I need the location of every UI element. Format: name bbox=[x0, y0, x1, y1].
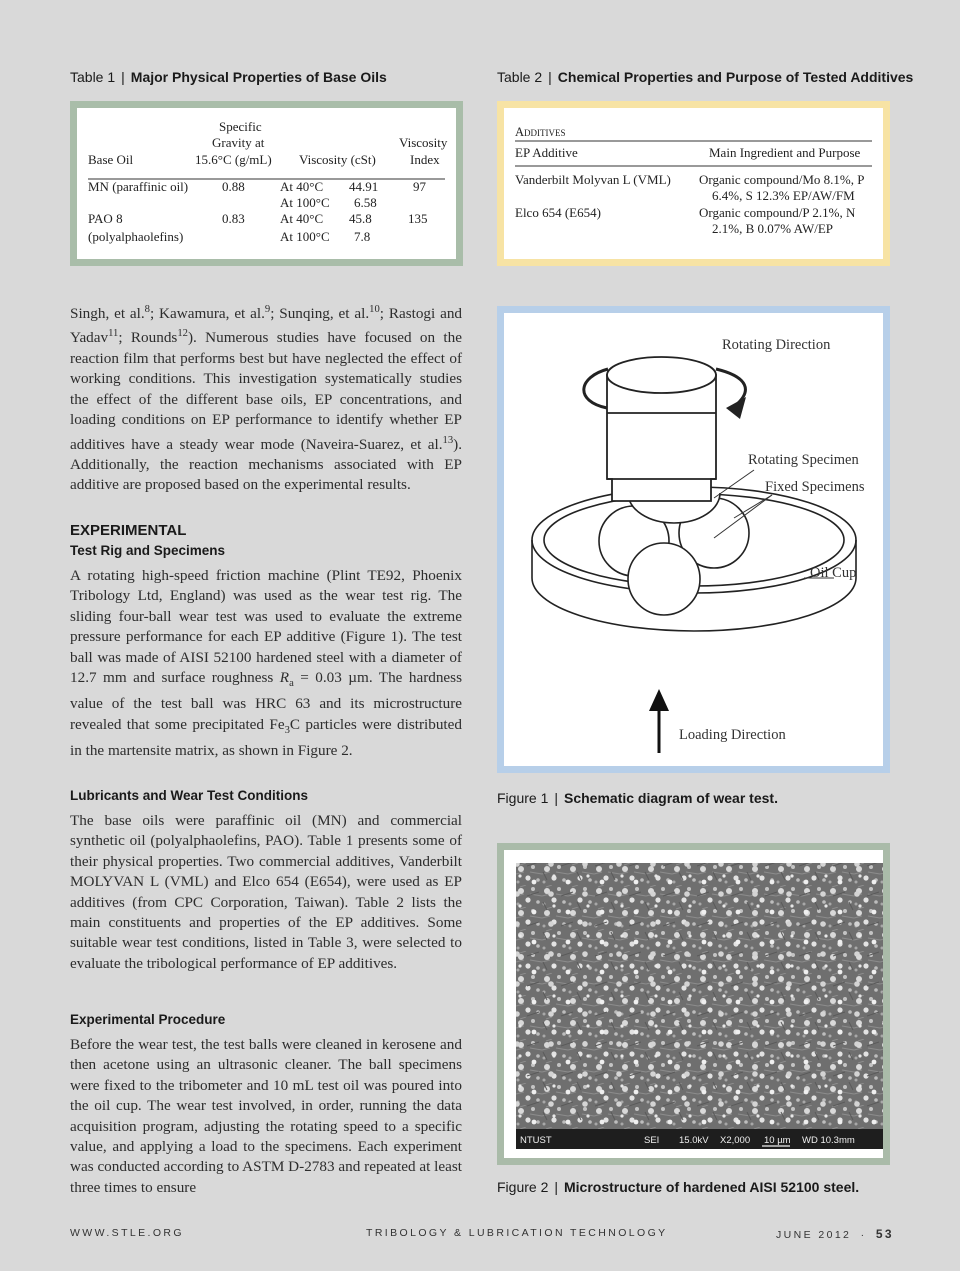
figure2-number: Figure 2 bbox=[497, 1179, 549, 1195]
table2 bbox=[504, 108, 883, 259]
intro-paragraph: Singh, et al.$^8$; Kawamura, et al.$^9$; Sunqing, et al.$^{10}$; Rastogi and Yadav$^{11}$; Rounds$^{12}$). Numerous studies have focused on the reaction film that performs best but have neglected the effect of working conditions. This investigation systematically studies the effect of the different base oils, EP concentrations, and loading conditions on EP performance to identify whether EP additives have a steady wear mode (Naveira-Suarez, et al.$^{13}$). Additionally, the reaction mechanisms associated with EP additive are proposed based on the experimental results. bbox=[70, 304, 463, 494]
figure1-frame bbox=[497, 306, 890, 773]
table1-cell: 97 bbox=[413, 179, 426, 194]
spindle-cylinder bbox=[607, 357, 716, 501]
table1-cell: PAO 8 bbox=[88, 211, 123, 226]
table1-header-sg-3: 15.6°C (g/mL) bbox=[195, 152, 272, 167]
table1-header-sg-2: Gravity at bbox=[212, 135, 265, 150]
table1-cell: 44.91 bbox=[349, 179, 379, 194]
ref-10: 10 bbox=[369, 304, 380, 315]
ref-11: 11 bbox=[108, 328, 119, 340]
table1-header-vi-1: Viscosity bbox=[399, 135, 448, 150]
ref-12: 12 bbox=[177, 328, 188, 340]
test-rig-paragraph: A rotating high-speed friction machine (Plint TE92, Phoenix Tribology Ltd, England) was used as the wear test rig. The sliding four-ball wear test was used to evaluate the extreme pressure performance for each EP additive (Figure 1). The test ball was made of AISI 52100 hardened steel with a diameter of 12.7 mm and surface roughness $R_a = 0.03$ µm. The hardness value of the test ball was HRC 63 and its microstructure revealed that some precipitated $Fe_3C$ particles were distributed in the martensite matrix, as shown in Figure 2. bbox=[70, 567, 462, 760]
table1-cell: MN (paraffinic oil) bbox=[88, 179, 189, 194]
rotation-arrowhead bbox=[726, 397, 746, 419]
sem-working-distance: WD 10.3mm bbox=[802, 1135, 855, 1146]
table2-cell: Organic compound/P 2.1%, N bbox=[699, 205, 856, 220]
table1-cell: 0.83 bbox=[222, 211, 245, 226]
figure2-caption-text: Microstructure of hardened AISI 52100 steel. bbox=[564, 1179, 860, 1195]
table2-title: Chemical Properties and Purpose of Tested Additives bbox=[557, 69, 914, 85]
figure1-caption: Figure 1 | Schematic diagram of wear test. bbox=[497, 790, 778, 806]
label-loading-direction: Loading Direction bbox=[679, 727, 786, 743]
label-rotating-specimen: Rotating Specimen bbox=[748, 452, 859, 468]
footer-journal: TRIBOLOGY & LUBRICATION TECHNOLOGY bbox=[366, 1227, 668, 1239]
label-fixed-specimens: Fixed Specimens bbox=[765, 479, 865, 495]
table1-title: Major Physical Properties of Base Oils bbox=[130, 69, 387, 85]
table1-cell: 45.8 bbox=[349, 211, 372, 226]
loading-arrow bbox=[649, 689, 669, 753]
ref-9: 9 bbox=[264, 304, 271, 315]
label-oil-cup: Oil Cup bbox=[810, 565, 857, 581]
table1-cell: 7.8 bbox=[354, 229, 371, 244]
table1-header-vi-2: Index bbox=[410, 152, 440, 167]
table2-cell: 6.4%, S 12.3% EP/AW/FM bbox=[712, 188, 855, 203]
table1-caption: Table 1 | Major Physical Properties of Base Oils bbox=[70, 69, 387, 85]
table1-header-base-oil: Base Oil bbox=[88, 152, 134, 167]
figure1-schematic bbox=[504, 313, 883, 766]
lubricants-paragraph: The base oils were paraffinic oil (MN) and commercial synthetic oil (polyalphaolefins, PAO). Table 1 presents some of their physical properties. Two commercial additives, Vanderbilt MOLYVAN L (VML) and Elco 654 (E654), were used as EP additives (from CPC Corporation, Taiwan). Table 2 lists the main constituents and properties of the EP additives. Some suitable wear test conditions, listed in Table 3, were selected to evaluate the tribological performance of EP additives. bbox=[70, 812, 462, 972]
footer-date: JUNE 2012 bbox=[776, 1229, 852, 1241]
sem-magnification: X2,000 bbox=[720, 1135, 751, 1146]
table1-cell: 0.88 bbox=[222, 179, 245, 194]
figure2-caption: Figure 2 | Microstructure of hardened AISI 52100 steel. bbox=[497, 1179, 860, 1195]
table2-cell: Vanderbilt Molyvan L (VML) bbox=[515, 172, 671, 187]
table1-number: Table 1 bbox=[70, 69, 116, 85]
figure1-caption-text: Schematic diagram of wear test. bbox=[564, 790, 778, 806]
table2-header-additive: EP Additive bbox=[515, 145, 578, 160]
footer-website[interactable]: WWW.STLE.ORG bbox=[70, 1227, 184, 1239]
table1-cell: 135 bbox=[408, 211, 428, 226]
footer-date-page bbox=[776, 1227, 894, 1241]
table2-section-label: Additives bbox=[515, 125, 566, 139]
table1 bbox=[77, 108, 456, 259]
table1-cell: At 40°C bbox=[280, 211, 324, 226]
subheading-procedure: Experimental Procedure bbox=[70, 1012, 226, 1027]
table1-cell: At 40°C bbox=[280, 179, 324, 194]
table1-box bbox=[70, 101, 463, 266]
ref-13: 13 bbox=[442, 434, 454, 446]
figure2-frame bbox=[497, 843, 890, 1165]
table2-cell: Organic compound/Mo 8.1%, P bbox=[699, 172, 865, 187]
sem-voltage: 15.0kV bbox=[679, 1135, 709, 1146]
sem-mode: SEI bbox=[644, 1135, 660, 1146]
page-number: 53 bbox=[875, 1227, 895, 1241]
table2-cell: Elco 654 (E654) bbox=[515, 205, 601, 220]
subheading-test-rig: Test Rig and Specimens bbox=[70, 543, 226, 558]
table1-header-viscosity: Viscosity (cSt) bbox=[299, 152, 376, 167]
table2-header-ingredient: Main Ingredient and Purpose bbox=[709, 145, 861, 160]
sem-micrograph bbox=[516, 863, 883, 1149]
ref-8: 8 bbox=[144, 304, 150, 315]
table2-caption: Table 2 | Chemical Properties and Purpose of Tested Additives bbox=[497, 69, 914, 85]
table1-cell: At 100°C bbox=[280, 195, 330, 210]
table2-cell: 2.1%, B 0.07% AW/EP bbox=[712, 221, 834, 236]
label-rotating-direction: Rotating Direction bbox=[722, 337, 831, 353]
figure1-number: Figure 1 bbox=[497, 790, 549, 806]
table1-cell: (polyalphaolefins) bbox=[88, 229, 184, 244]
table2-number: Table 2 bbox=[497, 69, 543, 85]
section-heading-experimental: EXPERIMENTAL bbox=[70, 522, 187, 539]
procedure-paragraph: Before the wear test, the test balls were cleaned in kerosene and then acetone using an ultrasonic cleaner. The ball specimens were fixed to the tribometer and 10 mL test oil was poured into the oil cup. The wear test involved, in order, running the data acquisition program, adjusting the rotating speed to a specific value, and applying a load to the specimens. Each experiment was conducted according to ASTM D-2783 and repeated at least three times to ensure bbox=[70, 1036, 462, 1196]
table2-box bbox=[497, 101, 890, 266]
table1-cell: At 100°C bbox=[280, 229, 330, 244]
footer-separator: · bbox=[860, 1229, 867, 1241]
table1-header-sg-1: Specific bbox=[219, 119, 262, 134]
table1-cell: 6.58 bbox=[354, 195, 377, 210]
subheading-lubricants: Lubricants and Wear Test Conditions bbox=[70, 788, 309, 803]
sem-scale: 10 µm bbox=[764, 1135, 791, 1146]
sem-lab: NTUST bbox=[520, 1135, 552, 1146]
